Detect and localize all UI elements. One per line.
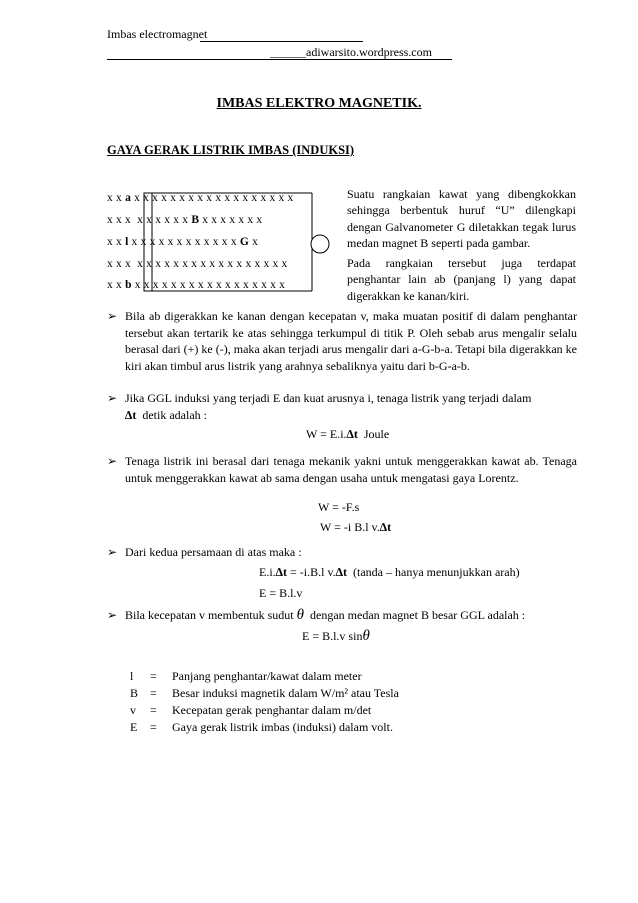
bullet-2-text [125,390,577,423]
header-doc-label: Imbas electromagnet [107,27,208,41]
equation-1-b: Joule [363,427,390,441]
field-row-1-right: x x x x x x x x x x x x x x x x x x [134,192,294,204]
label-a: a [125,192,132,204]
field-row-2 [107,214,262,226]
variable-equals: = [150,703,157,717]
equation-6 [302,628,370,645]
field-row-4-right: x x x x x x x x x x x x x x x x x [137,258,288,270]
theta-symbol: θ [296,607,304,623]
delta-t-symbol: ∆t [125,407,137,422]
field-row-1 [107,192,293,204]
variable-equals: = [150,720,157,734]
bullet-arrow-icon: ➢ [107,309,118,323]
bullet-4-text: Dari kedua persamaan di atas maka : [125,545,302,559]
bullet-arrow-icon: ➢ [107,545,118,559]
theta-symbol: θ [362,628,370,644]
header-rule-2 [107,59,452,60]
bullet-2 [107,390,577,423]
delta-t-symbol: ∆t [346,427,358,441]
variable-legend [130,668,399,736]
variable-table [130,668,399,736]
header-rule-1 [200,41,363,42]
equation-3 [320,520,391,535]
delta-t-symbol: ∆t [335,565,348,579]
variable-description: Panjang penghantar/kawat dalam meter [172,669,362,683]
field-row-1-left: x x [107,192,126,204]
field-row-2-right: x x x x x x [137,214,192,226]
variable-symbol: v [130,703,136,717]
field-row-2-right2: x x x x x x x [199,214,263,226]
header-site-prefix: ______ [270,45,306,59]
label-B: B [191,214,200,226]
variable-equals: = [150,669,157,683]
section-subtitle: GAYA GERAK LISTRIK IMBAS (INDUKSI) [107,143,355,157]
field-row-5-left: x x [107,279,126,291]
bullet-5-text-b: dengan medan magnet B besar GGL adalah : [310,608,526,622]
variable-row [130,685,399,702]
field-row-3 [107,236,258,248]
label-b: b [125,279,132,291]
equation-4 [259,565,520,580]
variable-description: Besar induksi magnetik dalam W/m² atau Tesla [172,686,399,700]
variable-description: Gaya gerak listrik imbas (induksi) dalam volt. [172,720,393,734]
bullet-2-text-b: detik adalah : [142,407,207,422]
header-site [270,45,432,60]
field-row-4 [107,258,288,270]
bullet-4 [107,544,577,561]
field-row-3-right2: x [249,236,259,248]
bullet-arrow-icon: ➢ [107,608,118,622]
equation-3-text: W = -i B.l v. [320,520,380,534]
bullet-1-text: Bila ab digerakkan ke kanan dengan kecepatan v, maka muatan positif di dalam penghantar tersebut akan tertarik ke atas sehingga terkumpul di titik P. Oleh sebab arus mengalir selalu berasal dari (+) ke (-), maka akan terjadi arus mengalir dari a-G-b-a. Tetapi bila digerakkan ke kiri akan timbul arus listrik yang arahnya sebaliknya yaitu dari b-G-a-b. [125,309,577,373]
bullet-arrow-icon: ➢ [107,454,118,468]
equation-4-a: E.i. [259,565,276,579]
equation-4-c: (tanda – hanya menunjukkan arah) [353,565,520,579]
bullet-3-text: Tenaga listrik ini berasal dari tenaga mekanik yakni untuk menggerakkan kawat ab. Tenaga untuk menggerakkan kawat ab sama dengan usaha untuk mengatasi gaya Lorentz. [125,454,577,485]
variable-description: Kecepatan gerak penghantar dalam m/det [172,703,372,717]
intro-paragraph-1: Suatu rangkaian kawat yang dibengkokkan sehingga berbentuk huruf “U” dilengkapi dengan Galvanometer G diletakkan tegak lurus medan magnet B seperti pada gambar. [347,187,576,250]
equation-1-a: W = E.i. [306,427,347,441]
equation-2: W = -F.s [318,500,360,514]
variable-row [130,719,399,736]
variable-symbol: B [130,686,139,700]
field-row-5 [107,279,285,291]
field-row-4-left: x x x [107,258,135,270]
equation-6-text: E = B.l.v sin [302,629,363,643]
galvanometer-circle [311,235,329,253]
page-title: IMBAS ELEKTRO MAGNETIK. [216,96,422,111]
equation-5: E = B.l.v [259,586,303,600]
field-row-3-right: x x x x x x x x x x x x [131,236,237,248]
bullet-1 [107,308,577,374]
header-site-text: adiwarsito.wordpress.com [306,45,432,59]
variable-symbol: l [130,669,134,683]
equation-4-b: = -i.B.l v. [290,565,336,579]
equation-1 [306,427,389,442]
bullet-2-text-a: Jika GGL induksi yang terjadi E dan kuat arusnya i, tenaga listrik yang terjadi dalam [125,391,532,405]
field-row-5-right: x x x x x x x x x x x x x x x x x [134,279,286,291]
variable-row [130,668,399,685]
bullet-arrow-icon: ➢ [107,391,118,405]
field-row-3-left: x x [107,236,126,248]
intro-text [347,186,576,308]
delta-t-symbol: ∆t [275,565,288,579]
intro-paragraph-2: Pada rangkaian tersebut juga terdapat penghantar lain ab (panjang l) yang dapat digerakkan ke kanan/kiri. [347,256,576,303]
variable-symbol: E [130,720,138,734]
bullet-3 [107,453,577,486]
field-row-2-left: x x x [107,214,135,226]
bullet-5-text-a: Bila kecepatan v membentuk sudut [125,608,294,622]
bullet-5-text [125,607,577,624]
label-l: l [125,236,129,248]
label-G: G [239,236,250,248]
bullet-5 [107,607,577,624]
variable-equals: = [150,686,157,700]
variable-row [130,702,399,719]
delta-t-symbol: ∆t [379,520,392,534]
